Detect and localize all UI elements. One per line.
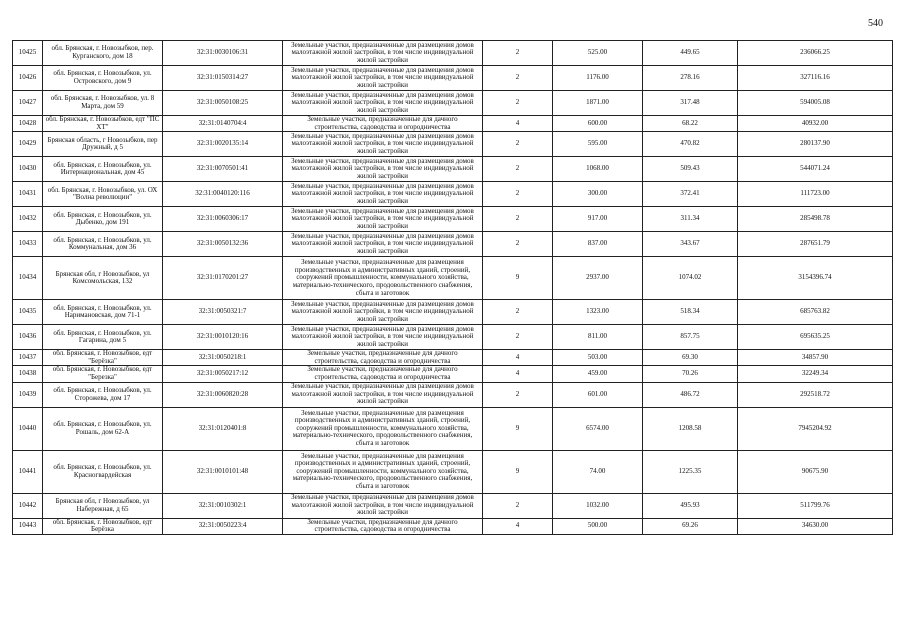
cadastral-number-cell: 32:31:0120401:8 [163, 407, 283, 450]
address-cell: обл. Брянская, г. Новозыбков, едт Берёзка [43, 518, 163, 534]
row-id-cell: 10431 [13, 182, 43, 207]
cadastral-number-cell: 32:31:0010302:1 [163, 493, 283, 518]
table-row [13, 518, 893, 534]
unit-value-cell: 69.30 [643, 350, 738, 366]
unit-value-cell: 495.93 [643, 493, 738, 518]
cadastral-value-cell: 292518.72 [738, 382, 893, 407]
land-purpose-cell: Земельные участки, предназначенные для размещения домов малоэтажной жилой застройки, в том числе индивидуальной жилой застройки [283, 493, 483, 518]
address-cell: обл. Брянская, г. Новозыбков, пер. Курганского, дом 18 [43, 41, 163, 66]
address-cell: обл. Брянская, г. Новозыбков, ул. Сторожева, дом 17 [43, 382, 163, 407]
table-row [13, 493, 893, 518]
cadastral-number-cell: 32:31:0050217:12 [163, 366, 283, 382]
unit-value-cell: 343.67 [643, 232, 738, 257]
unit-value-cell: 1208.58 [643, 407, 738, 450]
cadastral-number-cell: 32:31:0020135:14 [163, 132, 283, 157]
row-id-cell: 10426 [13, 66, 43, 91]
row-id-cell: 10438 [13, 366, 43, 382]
cadastral-number-cell: 32:31:0050218:1 [163, 350, 283, 366]
group-number-cell: 4 [483, 366, 553, 382]
row-id-cell: 10439 [13, 382, 43, 407]
land-purpose-cell: Земельные участки, предназначенные для размещения домов малоэтажной жилой застройки, в том числе индивидуальной жилой застройки [283, 91, 483, 116]
cadastral-value-cell: 34857.90 [738, 350, 893, 366]
unit-value-cell: 1074.02 [643, 257, 738, 300]
group-number-cell: 2 [483, 493, 553, 518]
address-cell: обл. Брянская, г. Новозыбков, ул. ОХ "Волна революции" [43, 182, 163, 207]
land-purpose-cell: Земельные участки, предназначенные для размещения домов малоэтажной жилой застройки, в том числе индивидуальной жилой застройки [283, 300, 483, 325]
row-id-cell: 10429 [13, 132, 43, 157]
land-purpose-cell: Земельные участки, предназначенные для размещения домов малоэтажной жилой застройки, в том числе индивидуальной жилой застройки [283, 66, 483, 91]
group-number-cell: 4 [483, 350, 553, 366]
land-purpose-cell: Земельные участки, предназначенные для размещения производственных и административных зданий, строений, сооружений промышленности, коммунального хозяйства, материально-технического, продовольственного снабжения, сбыта и заготовок [283, 257, 483, 300]
group-number-cell: 2 [483, 91, 553, 116]
area-cell: 1032.00 [553, 493, 643, 518]
group-number-cell: 2 [483, 300, 553, 325]
cadastral-number-cell: 32:31:0170201:27 [163, 257, 283, 300]
area-cell: 811.00 [553, 325, 643, 350]
cadastral-value-cell: 327116.16 [738, 66, 893, 91]
row-id-cell: 10436 [13, 325, 43, 350]
address-cell: обл. Брянская, г. Новозыбков, ул. Коммунальная, дом 36 [43, 232, 163, 257]
land-purpose-cell: Земельные участки, предназначенные для размещения домов малоэтажной жилой застройки, в том числе индивидуальной жилой застройки [283, 325, 483, 350]
unit-value-cell: 857.75 [643, 325, 738, 350]
address-cell: обл. Брянская, г. Новозыбков, ул. Наримановская, дом 71-1 [43, 300, 163, 325]
group-number-cell: 4 [483, 518, 553, 534]
row-id-cell: 10427 [13, 91, 43, 116]
row-id-cell: 10432 [13, 207, 43, 232]
area-cell: 837.00 [553, 232, 643, 257]
cadastral-number-cell: 32:31:0060306:17 [163, 207, 283, 232]
table-row [13, 382, 893, 407]
cadastral-number-cell: 32:31:0070501:41 [163, 157, 283, 182]
cadastral-number-cell: 32:31:0030106:31 [163, 41, 283, 66]
group-number-cell: 2 [483, 41, 553, 66]
address-cell: обл. Брянская, г. Новозыбков, ул. Красногвардейская [43, 450, 163, 493]
address-cell: Брянская обл, г Новозыбков, ул Комсомольская, 132 [43, 257, 163, 300]
land-purpose-cell: Земельные участки, предназначенные для размещения домов малоэтажной жилой застройки, в том числе индивидуальной жилой застройки [283, 132, 483, 157]
cadastral-value-cell: 695635.25 [738, 325, 893, 350]
land-registry-table [12, 40, 893, 535]
cadastral-number-cell: 32:31:0050132:36 [163, 232, 283, 257]
unit-value-cell: 449.65 [643, 41, 738, 66]
table-row [13, 132, 893, 157]
cadastral-number-cell: 32:31:0140704:4 [163, 116, 283, 132]
land-purpose-cell: Земельные участки, предназначенные для размещения домов малоэтажной жилой застройки, в том числе индивидуальной жилой застройки [283, 41, 483, 66]
table-row [13, 325, 893, 350]
area-cell: 300.00 [553, 182, 643, 207]
row-id-cell: 10440 [13, 407, 43, 450]
area-cell: 1323.00 [553, 300, 643, 325]
unit-value-cell: 1225.35 [643, 450, 738, 493]
group-number-cell: 2 [483, 382, 553, 407]
table-row [13, 116, 893, 132]
table-row [13, 450, 893, 493]
group-number-cell: 9 [483, 407, 553, 450]
table-row [13, 232, 893, 257]
table-row [13, 91, 893, 116]
page-number: 540 [868, 18, 883, 29]
land-purpose-cell: Земельные участки, предназначенные для дачного строительства, садоводства и огородничества [283, 350, 483, 366]
row-id-cell: 10434 [13, 257, 43, 300]
area-cell: 601.00 [553, 382, 643, 407]
table-row [13, 407, 893, 450]
land-purpose-cell: Земельные участки, предназначенные для дачного строительства, садоводства и огородничества [283, 518, 483, 534]
cadastral-value-cell: 34630.00 [738, 518, 893, 534]
cadastral-number-cell: 32:31:0010120:16 [163, 325, 283, 350]
unit-value-cell: 311.34 [643, 207, 738, 232]
address-cell: обл. Брянская, г. Новозыбков, едт "ПС ХТ" [43, 116, 163, 132]
land-purpose-cell: Земельные участки, предназначенные для размещения домов малоэтажной жилой застройки, в том числе индивидуальной жилой застройки [283, 232, 483, 257]
unit-value-cell: 509.43 [643, 157, 738, 182]
group-number-cell: 2 [483, 132, 553, 157]
area-cell: 74.00 [553, 450, 643, 493]
cadastral-value-cell: 3154396.74 [738, 257, 893, 300]
unit-value-cell: 278.16 [643, 66, 738, 91]
area-cell: 6574.00 [553, 407, 643, 450]
address-cell: обл. Брянская, г. Новозыбков, ул. Островского, дом 9 [43, 66, 163, 91]
address-cell: обл. Брянская, г. Новозыбков, едт "Берёзка" [43, 350, 163, 366]
table-row [13, 157, 893, 182]
table-row [13, 350, 893, 366]
unit-value-cell: 470.82 [643, 132, 738, 157]
area-cell: 917.00 [553, 207, 643, 232]
cadastral-value-cell: 280137.90 [738, 132, 893, 157]
unit-value-cell: 317.48 [643, 91, 738, 116]
area-cell: 1176.00 [553, 66, 643, 91]
area-cell: 503.00 [553, 350, 643, 366]
area-cell: 459.00 [553, 366, 643, 382]
area-cell: 600.00 [553, 116, 643, 132]
area-cell: 1068.00 [553, 157, 643, 182]
cadastral-value-cell: 7945204.92 [738, 407, 893, 450]
cadastral-value-cell: 544071.24 [738, 157, 893, 182]
table-row [13, 41, 893, 66]
cadastral-value-cell: 32249.34 [738, 366, 893, 382]
land-purpose-cell: Земельные участки, предназначенные для размещения производственных и административных зданий, строений, сооружений промышленности, коммунального хозяйства, материально-технического, продовольственного снабжения, сбыта и заготовок [283, 407, 483, 450]
unit-value-cell: 68.22 [643, 116, 738, 132]
cadastral-value-cell: 111723.00 [738, 182, 893, 207]
cadastral-number-cell: 32:31:0010101:48 [163, 450, 283, 493]
table-row [13, 257, 893, 300]
land-purpose-cell: Земельные участки, предназначенные для размещения домов малоэтажной жилой застройки, в том числе индивидуальной жилой застройки [283, 207, 483, 232]
address-cell: обл. Брянская, г. Новозыбков, ул. Дыбенко, дом 191 [43, 207, 163, 232]
address-cell: обл. Брянская, г. Новозыбков, ул. Интернациональная, дом 45 [43, 157, 163, 182]
land-purpose-cell: Земельные участки, предназначенные для дачного строительства, садоводства и огородничества [283, 116, 483, 132]
group-number-cell: 2 [483, 325, 553, 350]
address-cell: Брянская область, г Новозыбков, пер Дружный, д 5 [43, 132, 163, 157]
address-cell: Брянская обл, г Новозыбков, ул Набережная, д 65 [43, 493, 163, 518]
area-cell: 525.00 [553, 41, 643, 66]
address-cell: обл. Брянская, г. Новозыбков, ул. 8 Марта, дом 59 [43, 91, 163, 116]
row-id-cell: 10433 [13, 232, 43, 257]
cadastral-value-cell: 594005.08 [738, 91, 893, 116]
cadastral-value-cell: 285498.78 [738, 207, 893, 232]
row-id-cell: 10443 [13, 518, 43, 534]
table-row [13, 366, 893, 382]
cadastral-value-cell: 90675.90 [738, 450, 893, 493]
cadastral-value-cell: 287651.79 [738, 232, 893, 257]
row-id-cell: 10428 [13, 116, 43, 132]
row-id-cell: 10425 [13, 41, 43, 66]
area-cell: 2937.00 [553, 257, 643, 300]
land-purpose-cell: Земельные участки, предназначенные для размещения производственных и административных зданий, строений, сооружений промышленности, коммунального хозяйства, материально-технического, продовольственного снабжения, сбыта и заготовок [283, 450, 483, 493]
group-number-cell: 2 [483, 232, 553, 257]
unit-value-cell: 69.26 [643, 518, 738, 534]
cadastral-value-cell: 685763.82 [738, 300, 893, 325]
group-number-cell: 2 [483, 182, 553, 207]
table-row [13, 300, 893, 325]
group-number-cell: 2 [483, 207, 553, 232]
area-cell: 595.00 [553, 132, 643, 157]
area-cell: 500.00 [553, 518, 643, 534]
unit-value-cell: 486.72 [643, 382, 738, 407]
group-number-cell: 9 [483, 257, 553, 300]
address-cell: обл. Брянская, г. Новозыбков, ул. Гагарина, дом 5 [43, 325, 163, 350]
row-id-cell: 10437 [13, 350, 43, 366]
land-purpose-cell: Земельные участки, предназначенные для размещения домов малоэтажной жилой застройки, в том числе индивидуальной жилой застройки [283, 382, 483, 407]
group-number-cell: 9 [483, 450, 553, 493]
table-row [13, 207, 893, 232]
table-body [13, 41, 893, 535]
land-purpose-cell: Земельные участки, предназначенные для размещения домов малоэтажной жилой застройки, в том числе индивидуальной жилой застройки [283, 157, 483, 182]
cadastral-number-cell: 32:31:0050321:7 [163, 300, 283, 325]
row-id-cell: 10442 [13, 493, 43, 518]
cadastral-number-cell: 32:31:0060820:28 [163, 382, 283, 407]
unit-value-cell: 518.34 [643, 300, 738, 325]
group-number-cell: 2 [483, 66, 553, 91]
table-row [13, 66, 893, 91]
unit-value-cell: 70.26 [643, 366, 738, 382]
row-id-cell: 10441 [13, 450, 43, 493]
area-cell: 1871.00 [553, 91, 643, 116]
cadastral-number-cell: 32:31:0050108:25 [163, 91, 283, 116]
cadastral-number-cell: 32:31:0150314:27 [163, 66, 283, 91]
land-purpose-cell: Земельные участки, предназначенные для дачного строительства, садоводства и огородничества [283, 366, 483, 382]
cadastral-number-cell: 32:31:0040120:116 [163, 182, 283, 207]
cadastral-value-cell: 236066.25 [738, 41, 893, 66]
address-cell: обл. Брянская, г. Новозыбков, едт "Березка" [43, 366, 163, 382]
row-id-cell: 10430 [13, 157, 43, 182]
cadastral-value-cell: 511799.76 [738, 493, 893, 518]
cadastral-value-cell: 40932.00 [738, 116, 893, 132]
address-cell: обл. Брянская, г. Новозыбков, ул. Рошаль, дом 62-А [43, 407, 163, 450]
group-number-cell: 4 [483, 116, 553, 132]
row-id-cell: 10435 [13, 300, 43, 325]
group-number-cell: 2 [483, 157, 553, 182]
unit-value-cell: 372.41 [643, 182, 738, 207]
table-row [13, 182, 893, 207]
land-purpose-cell: Земельные участки, предназначенные для размещения домов малоэтажной жилой застройки, в том числе индивидуальной жилой застройки [283, 182, 483, 207]
cadastral-number-cell: 32:31:0050223:4 [163, 518, 283, 534]
